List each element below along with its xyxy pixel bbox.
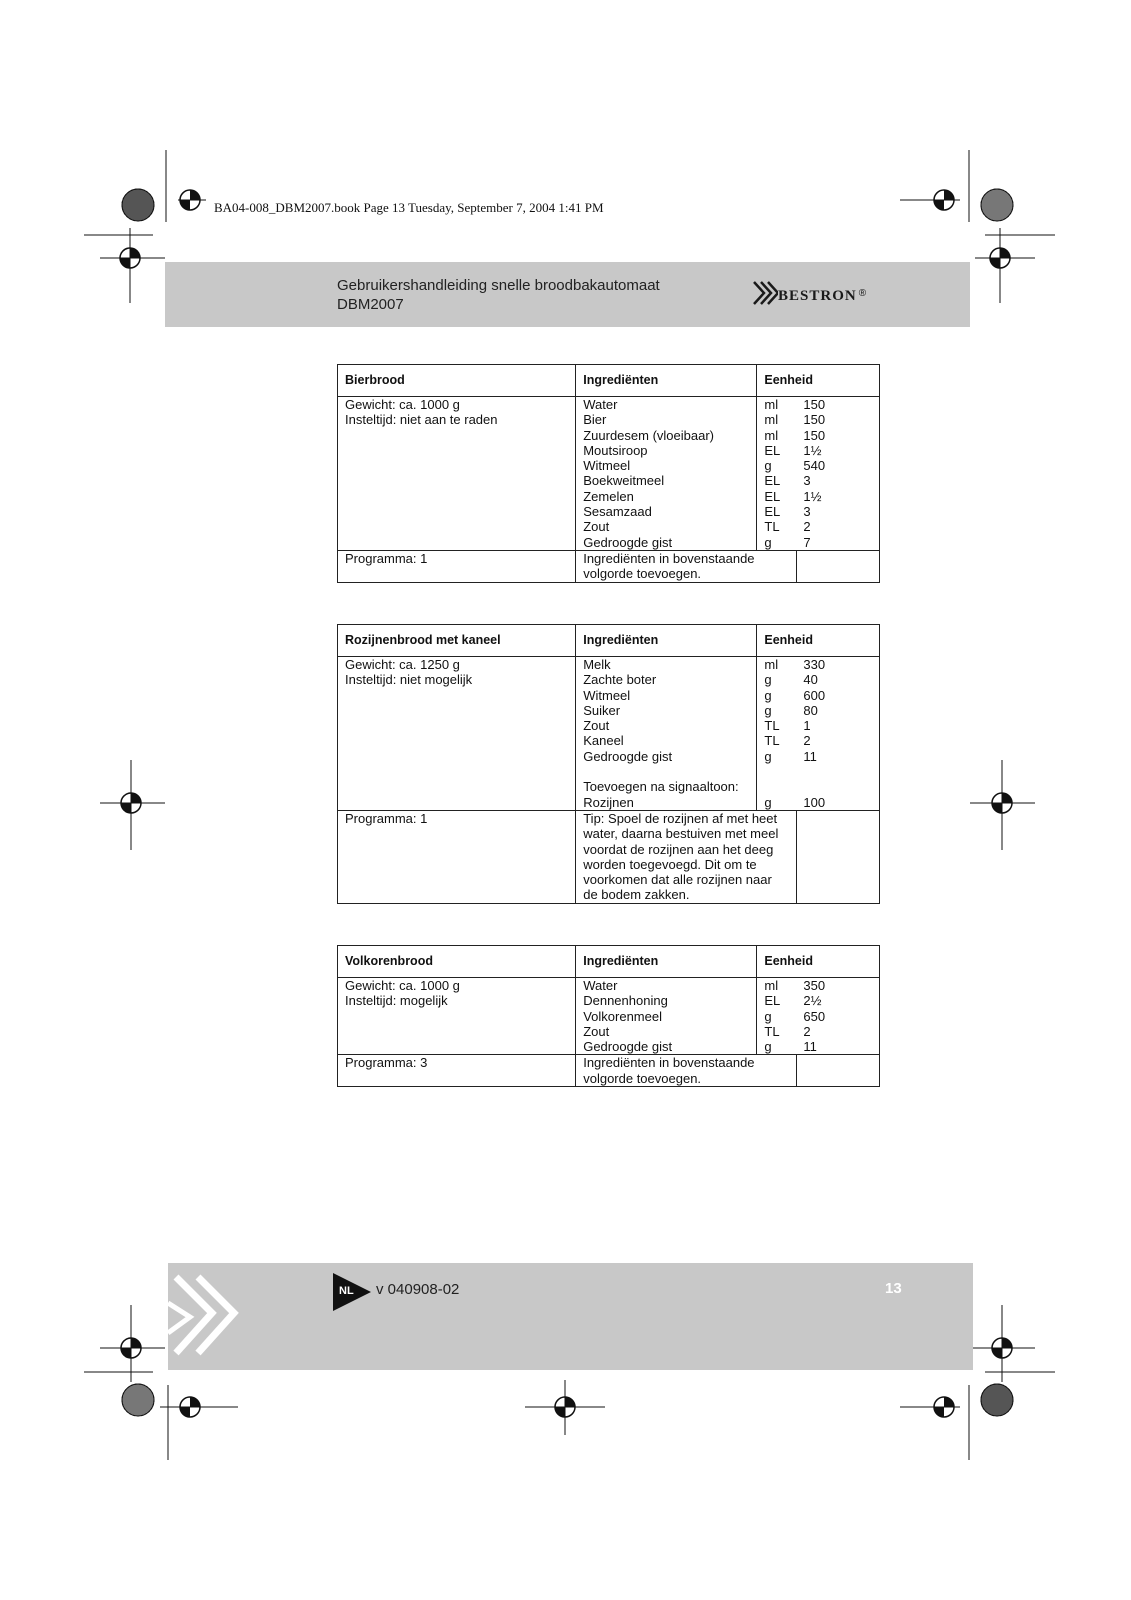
cell-line: 2½ [803, 993, 822, 1009]
cell-line: voordat de rozijnen aan het deeg [583, 841, 774, 857]
note-cell [576, 810, 797, 903]
units-cell [757, 397, 797, 551]
cell-line: g [764, 748, 772, 764]
cell-line: Zout [583, 718, 610, 734]
cell-line: 350 [803, 978, 826, 993]
info-cell [338, 657, 576, 811]
cell-line: g [764, 534, 772, 550]
cell-line: Zuurdesem (vloeibaar) [583, 427, 714, 443]
cell-line [803, 764, 872, 779]
cell-line: 150 [803, 427, 826, 443]
cell-line: Bier [583, 412, 607, 428]
ingredients-cell [576, 978, 757, 1055]
cell-line: TL [764, 718, 780, 734]
info-cell [338, 397, 576, 551]
cell-line: Gedroogde gist [583, 1039, 673, 1055]
cell-line: g [764, 672, 772, 688]
table-row [338, 978, 880, 1055]
cell-line: volgorde toevoegen. [583, 566, 702, 582]
cell-line: g [764, 458, 772, 474]
ingredients-cell [576, 657, 757, 811]
cell-line: Gewicht: ca. 1000 g [345, 397, 460, 412]
cell-line: 2 [803, 733, 811, 749]
cell-line: 3 [803, 473, 811, 489]
amounts-cell [796, 657, 879, 811]
cell-line: Witmeel [583, 687, 631, 703]
cell-line: Insteltijd: mogelijk [345, 993, 448, 1009]
program-cell: Programma: 1 [338, 550, 576, 582]
cell-line: Kaneel [583, 733, 624, 749]
cell-line: 2 [803, 1023, 811, 1039]
cell-line: Sesamzaad [583, 504, 652, 520]
col-unit: Eenheid [757, 365, 880, 397]
units-cell [757, 657, 797, 811]
note-cell [576, 550, 797, 582]
manual-title [337, 276, 660, 314]
program-cell: Programma: 1 [338, 810, 576, 903]
cell-line: Ingrediënten in bovenstaande [583, 550, 755, 566]
cell-line: Witmeel [583, 458, 631, 474]
cell-line: 540 [803, 458, 826, 474]
cell-line: EL [764, 473, 781, 489]
cell-line: 650 [803, 1008, 826, 1024]
col-ingredients: Ingrediënten [576, 365, 757, 397]
cell-line: Gewicht: ca. 1250 g [345, 657, 460, 672]
manual-title-line2: DBM2007 [337, 296, 404, 313]
col-unit: Eenheid [757, 946, 880, 978]
cell-line: 150 [803, 412, 826, 428]
col-ingredients: Ingrediënten [576, 625, 757, 657]
cell-line: g [764, 1008, 772, 1024]
cell-line: 600 [803, 687, 826, 703]
cell-line: Zachte boter [583, 672, 657, 688]
cell-line: Zemelen [583, 488, 634, 504]
program-cell: Programma: 3 [338, 1055, 576, 1087]
cell-line: TL [764, 733, 780, 749]
cell-line: Water [583, 978, 618, 993]
ingredients-cell [576, 397, 757, 551]
cell-line: 100 [803, 794, 826, 810]
recipe-table-volkorenbrood [337, 945, 880, 1087]
language-code: NL [339, 1285, 354, 1297]
footer-band [168, 1263, 973, 1370]
logo-chevrons-icon [752, 280, 778, 306]
print-info: BA04-008_DBM2007.book Page 13 Tuesday, September 7, 2004 1:41 PM [214, 200, 604, 215]
manual-title-line1: Gebruikershandleiding snelle broodbakautomaat [337, 277, 660, 294]
info-cell [338, 978, 576, 1055]
cell-line: Gedroogde gist [583, 748, 673, 764]
cell-line: ml [764, 397, 779, 412]
table-header-row [338, 365, 880, 397]
cell-line: EL [764, 993, 781, 1009]
cell-line: ml [764, 978, 779, 993]
cell-line: Water [583, 397, 618, 412]
col-unit: Eenheid [757, 625, 880, 657]
cell-line: Toevoegen na signaaltoon: [583, 779, 739, 795]
cell-line: Moutsiroop [583, 442, 648, 458]
cell-line: 11 [803, 1039, 817, 1055]
recipe-table-rozijnenbrood [337, 624, 880, 904]
cell-line: voorkomen dat alle rozijnen naar [583, 872, 772, 888]
cell-line: Insteltijd: niet mogelijk [345, 672, 473, 688]
recipe-name: Volkorenbrood [338, 946, 576, 978]
cell-line: volgorde toevoegen. [583, 1070, 702, 1086]
cell-line [583, 764, 749, 779]
cell-line: 7 [803, 534, 811, 550]
cell-line: ml [764, 412, 779, 428]
cell-line: 330 [803, 657, 826, 672]
cell-line: worden toegevoegd. Dit om te [583, 856, 757, 872]
empty-cell [796, 1055, 879, 1087]
cell-line: 80 [803, 702, 818, 718]
cell-line: Volkorenmeel [583, 1008, 662, 1024]
cell-line: Dennenhoning [583, 993, 668, 1009]
cell-line: Suiker [583, 702, 621, 718]
cell-line: Insteltijd: niet aan te raden [345, 412, 498, 428]
table-row [338, 550, 880, 582]
cell-line: Zout [583, 1023, 610, 1039]
cell-line: Gedroogde gist [583, 534, 673, 550]
cell-line: EL [764, 488, 781, 504]
recipe-name: Rozijnenbrood met kaneel [338, 625, 576, 657]
cell-line: TL [764, 519, 780, 535]
cell-line: de bodem zakken. [583, 887, 690, 903]
table-row [338, 397, 880, 551]
cell-line: 1 [803, 718, 811, 734]
cell-line: Zout [583, 519, 610, 535]
cell-line: EL [764, 442, 781, 458]
recipe-table-bierbrood [337, 364, 880, 583]
cell-line: water, daarna bestuiven met meel [583, 826, 779, 842]
language-badge [333, 1273, 371, 1311]
cell-line: 11 [803, 748, 817, 764]
cell-line: EL [764, 504, 781, 520]
recipe-name: Bierbrood [338, 365, 576, 397]
version-label: v 040908-02 [376, 1281, 460, 1298]
page-number: 13 [885, 1280, 902, 1297]
cell-line: 1½ [803, 488, 822, 504]
table-row [338, 657, 880, 811]
cell-line: g [764, 1039, 772, 1055]
table-row [338, 810, 880, 903]
logo-text: bestron [778, 280, 857, 305]
cell-line [803, 779, 872, 794]
cell-line: Ingrediënten in bovenstaande [583, 1055, 755, 1071]
cell-line: Melk [583, 657, 611, 672]
note-cell [576, 1055, 797, 1087]
cell-line: 3 [803, 504, 811, 520]
table-header-row [338, 946, 880, 978]
logo-registered: ® [858, 287, 867, 299]
empty-cell [796, 810, 879, 903]
cell-line: TL [764, 1023, 780, 1039]
cell-line [764, 764, 789, 779]
cell-line: Boekweitmeel [583, 473, 665, 489]
units-cell [757, 978, 797, 1055]
table-row [338, 1055, 880, 1087]
amounts-cell [796, 978, 879, 1055]
bestron-logo [752, 280, 866, 306]
footer-chevrons-icon [168, 1263, 258, 1370]
cell-line: 1½ [803, 442, 822, 458]
cell-line: g [764, 702, 772, 718]
cell-line: g [764, 687, 772, 703]
cell-line: 150 [803, 397, 826, 412]
cell-line: 2 [803, 519, 811, 535]
empty-cell [796, 550, 879, 582]
cell-line: ml [764, 427, 779, 443]
col-ingredients: Ingrediënten [576, 946, 757, 978]
cell-line: g [764, 794, 772, 810]
amounts-cell [796, 397, 879, 551]
cell-line [764, 779, 789, 794]
cell-line: Gewicht: ca. 1000 g [345, 978, 460, 993]
cell-line: Tip: Spoel de rozijnen af met heet [583, 810, 778, 826]
cell-line: ml [764, 657, 779, 672]
cell-line: 40 [803, 672, 818, 688]
table-header-row [338, 625, 880, 657]
cell-line: Rozijnen [583, 794, 634, 810]
